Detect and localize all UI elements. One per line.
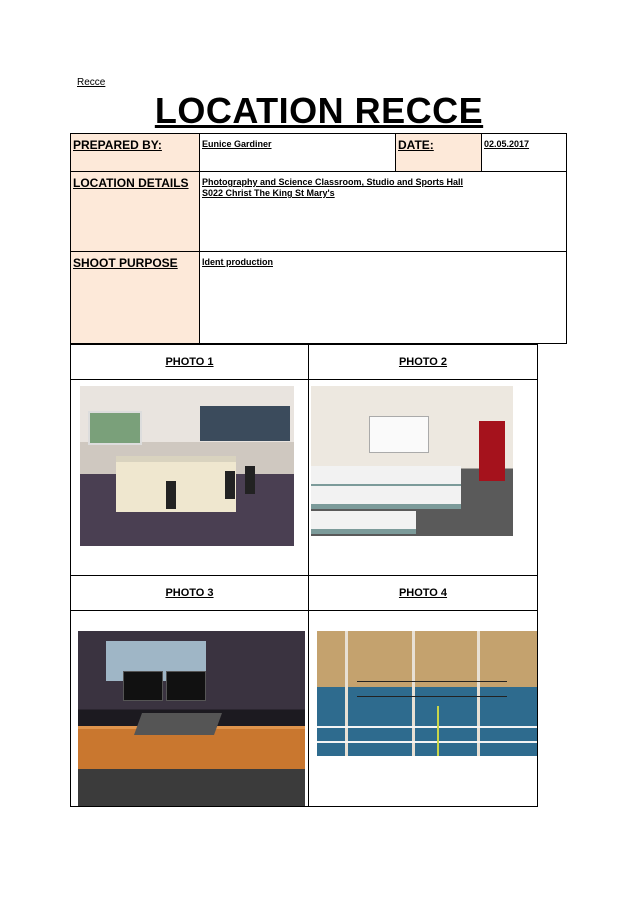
display-board-shape: [200, 406, 290, 441]
desk-shape: [116, 456, 236, 512]
date-value: 02.05.2017: [484, 139, 530, 149]
net-shape: [357, 681, 507, 697]
purpose-label-cell: [71, 252, 200, 344]
prepared-by-value-cell: [200, 134, 396, 172]
photo-2-cell: [309, 380, 538, 576]
monitor-shape: [123, 671, 163, 701]
recce-info-table: [70, 133, 567, 344]
purpose-label: SHOOT PURPOSE: [73, 256, 178, 270]
photo-1-classroom-image: [80, 386, 294, 546]
photo-4-sports-hall-image: [317, 631, 537, 756]
mixing-desk-shape: [134, 713, 222, 735]
monitor-shape: [166, 671, 206, 701]
date-label-cell: [396, 134, 482, 172]
photo-2-lab-image: [311, 386, 513, 536]
photo-3-cell: [71, 611, 309, 807]
chair-shape: [225, 471, 235, 499]
location-line-1: Photography and Science Classroom, Studio and Sports Hall: [202, 177, 464, 187]
court-line-shape: [317, 726, 537, 728]
prepared-by-value: Eunice Gardiner: [202, 139, 272, 149]
door-shape: [479, 421, 505, 481]
window-shape: [88, 411, 142, 445]
photo-3-studio-image: [78, 631, 305, 806]
location-label: LOCATION DETAILS: [73, 176, 189, 190]
bench-shape: [311, 486, 461, 509]
location-label-cell: [71, 172, 200, 252]
photo-3-label: PHOTO 3: [71, 576, 309, 611]
photo-2-label: PHOTO 2: [309, 345, 538, 380]
prepared-by-label-cell: [71, 134, 200, 172]
photo-4-cell: [309, 611, 538, 807]
prepared-by-label: PREPARED BY:: [73, 138, 162, 152]
photo-1-cell: [71, 380, 309, 576]
date-label: DATE:: [398, 138, 434, 152]
header-label: Recce: [77, 77, 106, 88]
court-line-shape: [437, 706, 439, 756]
purpose-value: Ident production: [202, 257, 273, 267]
chair-shape: [245, 466, 255, 494]
court-line-shape: [317, 741, 537, 743]
location-line-2: S022 Christ The King St Mary's: [202, 188, 335, 198]
location-value-cell: [200, 172, 567, 252]
photo-1-label: PHOTO 1: [71, 345, 309, 380]
date-value-cell: [482, 134, 567, 172]
chair-shape: [166, 481, 176, 509]
wall-beam-shape: [345, 631, 348, 756]
whiteboard-shape: [369, 416, 429, 453]
bench-shape: [311, 511, 416, 534]
photo-table: [70, 344, 538, 807]
purpose-value-cell: [200, 252, 567, 344]
photo-4-label: PHOTO 4: [309, 576, 538, 611]
page-title: LOCATION RECCE: [154, 90, 484, 131]
